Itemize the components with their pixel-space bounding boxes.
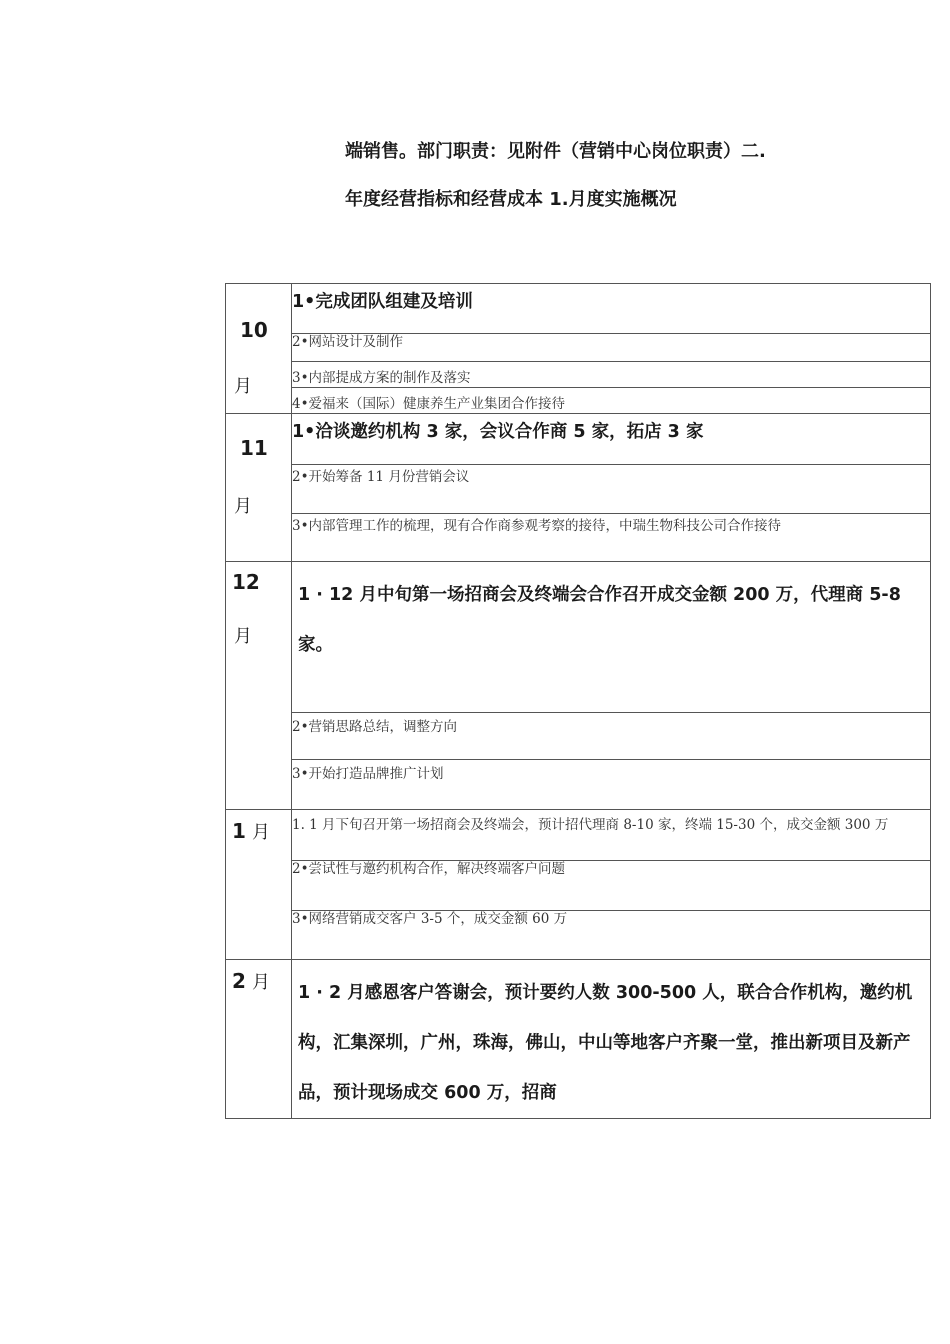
table-row: [226, 388, 931, 414]
month-number: 12: [232, 570, 260, 594]
table-row: [226, 465, 931, 514]
table-row: [226, 514, 931, 562]
table-row: [226, 911, 931, 960]
monthly-plan-table: [225, 283, 931, 1119]
table-row: [226, 861, 931, 911]
month-label: 月: [251, 972, 270, 993]
plan-item: 3•开始打造品牌推广计划: [292, 760, 931, 810]
month-cell-dec: [226, 562, 292, 810]
table-row: [226, 334, 931, 362]
table-row: [226, 362, 931, 388]
plan-item: 4•爱福来（国际）健康养生产业集团合作接待: [292, 388, 931, 414]
heading-line-1: 端销售。部门职责：见附件（营销中心岗位职责）二.: [345, 141, 766, 162]
plan-item: 2•营销思路总结，调整方向: [292, 713, 931, 760]
plan-item: 1•完成团队组建及培训: [292, 284, 931, 334]
table-row: [226, 760, 931, 810]
month-label: 月: [234, 376, 252, 397]
plan-item: 1. 1 月下旬召开第一场招商会及终端会，预计招代理商 8-10 家，终端 15-30 个，成交金额 300 万: [292, 810, 931, 861]
plan-item: 1 · 2 月感恩客户答谢会，预计要约人数 300-500 人，联合合作机构，邀约机构，汇集深圳，广州，珠海，佛山，中山等地客户齐聚一堂，推出新项目及新产品，预计现场成交 600 万，招商: [292, 960, 931, 1119]
table-row: [226, 562, 931, 713]
table-row: [226, 713, 931, 760]
month-number: 11: [240, 436, 268, 460]
month-number: 10: [240, 318, 268, 342]
plan-item: 3•内部管理工作的梳理，现有合作商参观考察的接待，中瑞生物科技公司合作接待: [292, 514, 931, 562]
plan-item: 2•网站设计及制作: [292, 334, 931, 362]
table-row: [226, 284, 931, 334]
heading-line-2: 年度经营指标和经营成本 1.月度实施概况: [345, 189, 677, 210]
table-row: [226, 960, 931, 1119]
table-row: [226, 414, 931, 465]
table-row: [226, 810, 931, 861]
month-label: 月: [251, 822, 270, 843]
month-cell-feb: [226, 960, 292, 1119]
plan-item: 2•开始筹备 11 月份营销会议: [292, 465, 931, 514]
month-label: 月: [234, 496, 252, 517]
plan-item: 3•网络营销成交客户 3-5 个，成交金额 60 万: [292, 911, 931, 960]
month-number: 2: [232, 969, 246, 993]
month-cell-jan: [226, 810, 292, 960]
month-cell-nov: [226, 414, 292, 562]
plan-item: 2•尝试性与邀约机构合作，解决终端客户问题: [292, 861, 931, 911]
month-cell-oct: [226, 284, 292, 414]
plan-item: 1 · 12 月中旬第一场招商会及终端会合作召开成交金额 200 万，代理商 5-8 家。: [292, 562, 931, 713]
month-number: 1: [232, 819, 246, 843]
plan-item: 1•洽谈邀约机构 3 家，会议合作商 5 家，拓店 3 家: [292, 414, 931, 465]
plan-item: 3•内部提成方案的制作及落实: [292, 362, 931, 388]
month-label: 月: [234, 626, 252, 647]
